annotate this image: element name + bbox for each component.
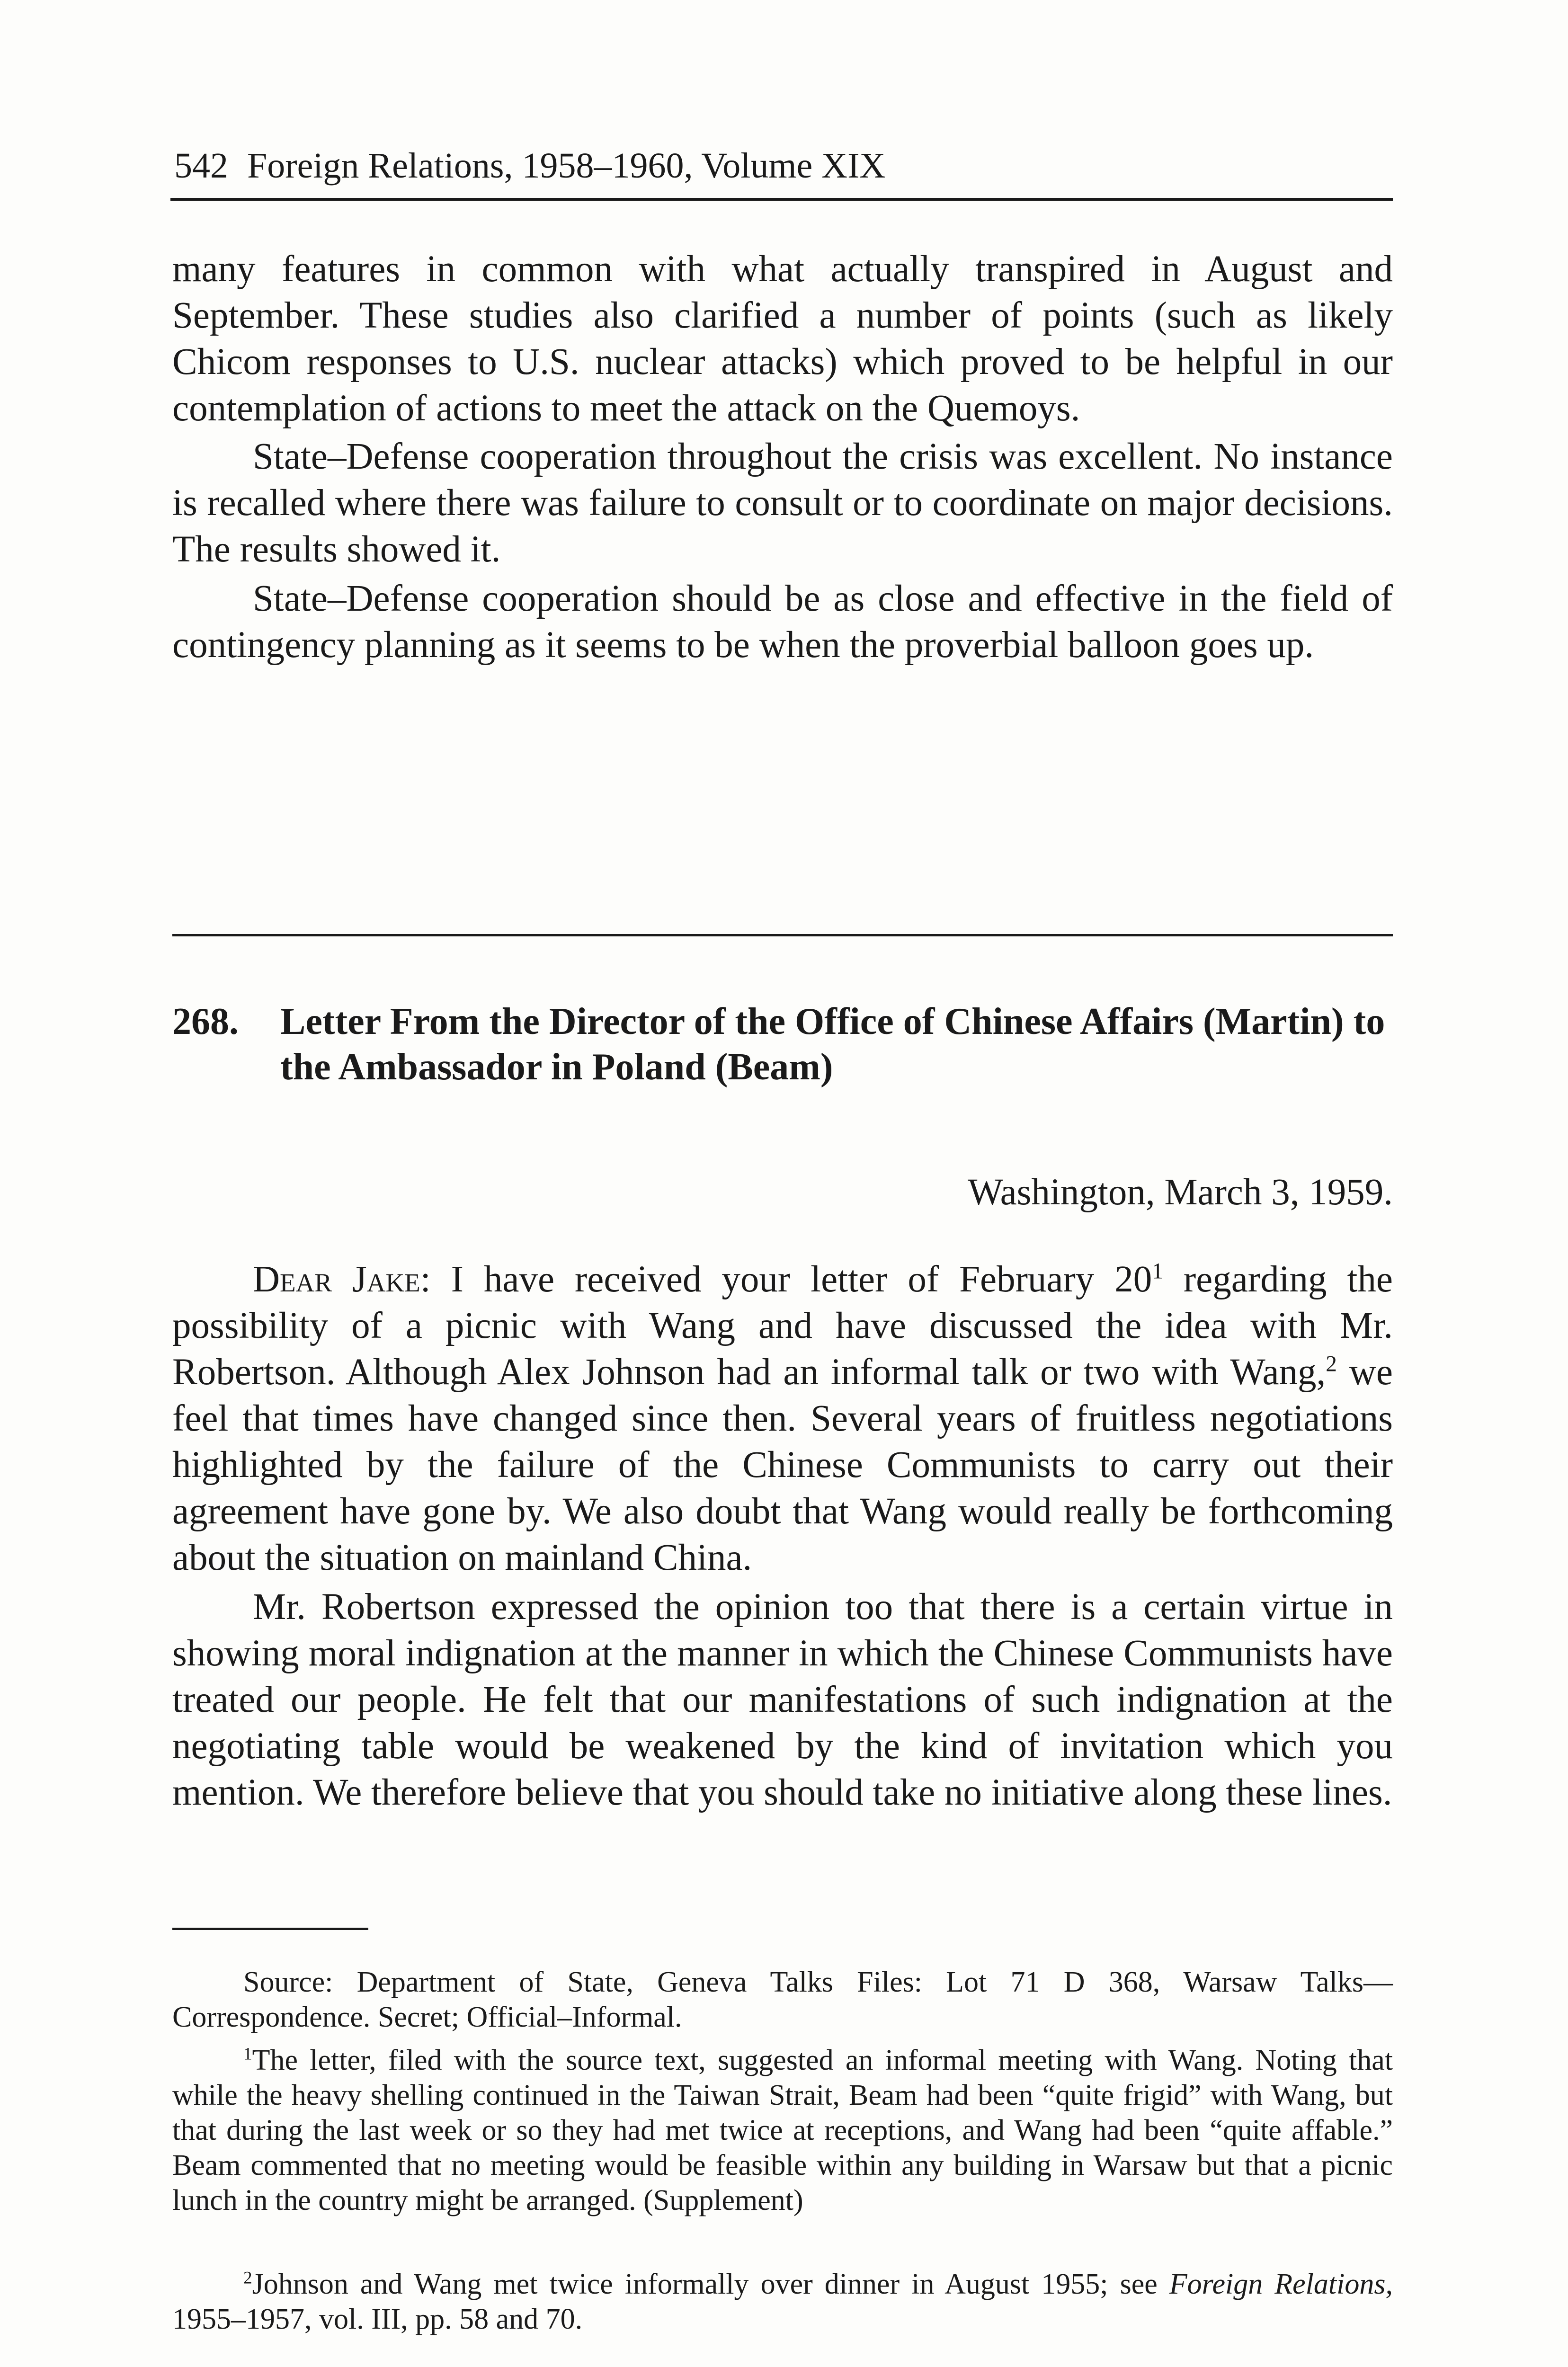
footnote-rule — [172, 1928, 368, 1930]
footnote-number: 1 — [243, 2044, 252, 2064]
salutation: Dear Jake: — [253, 1259, 431, 1300]
footnote-text: 1955–1957, vol. III, pp. 58 and 70. — [172, 2303, 583, 2335]
document-number: 268. — [172, 1001, 239, 1042]
dateline: Washington, March 3, 1959. — [968, 1172, 1393, 1213]
header-rule — [170, 198, 1393, 201]
paragraph-state-defense: State–Defense cooperation throughout the crisis was excellent. No instance is recalled where there was failure to consult or to coordinate on major decisions. The results showed it. — [172, 436, 1393, 570]
footnote-text: Johnson and Wang met twice informally over dinner in August 1955; see — [252, 2268, 1169, 2300]
footnote-1 — [172, 2043, 1393, 2218]
source-note: Source: Department of State, Geneva Talks Files: Lot 71 D 368, Warsaw Talks—Correspondence. Secret; Official–Informal. — [172, 1966, 1393, 2033]
letter-text: I have received your letter of February 20 — [451, 1259, 1152, 1300]
document-heading — [172, 999, 1393, 1090]
footnote-number: 2 — [243, 2268, 252, 2288]
footnote-ref: 1 — [1152, 1259, 1163, 1284]
continued-paragraph: many features in common with what actually transpired in August and September. These studies also clarified a number of points (such as likely Chicom responses to U.S. nuclear attacks) which proved to be helpful in our contemplation of actions to meet the attack on the Quemoys. — [172, 249, 1393, 429]
footnote-ref: 2 — [1326, 1352, 1337, 1377]
section-divider — [172, 934, 1393, 936]
document-title: Letter From the Director of the Office of Chinese Affairs (Martin) to the Ambassador in Poland (Beam) — [280, 1001, 1385, 1088]
letter-paragraph-2: Mr. Robertson expressed the opinion too that there is a certain virtue in showing moral indignation at the manner in which the Chinese Communists have treated our people. He felt that our manifestations of such indignation at the negotiating table would be weakened by the kind of invitation which you mention. We therefore believe that you should take no initiative along these lines. — [172, 1586, 1393, 1813]
footnote-citation-title: Foreign Relations, — [1169, 2268, 1393, 2300]
letter-text: regarding the possibility of a picnic with Wang and have discussed the idea with Mr. Robertson. Although Alex Johnson had an informal talk or two with Wang, — [172, 1259, 1393, 1393]
paragraph-contingency: State–Defense cooperation should be as close and effective in the field of contingency planning as it seems to be when the proverbial balloon goes up. — [172, 578, 1393, 666]
footnote-2 — [172, 2267, 1393, 2337]
footnote-text: The letter, filed with the source text, suggested an informal meeting with Wang. Noting that while the heavy shelling continued in the Taiwan Strait, Beam had been “quite frigid” with Wang, but that during the last week or so they had met twice at receptions, and Wang had been “quite affable.” Beam commented that no meeting would be feasible within any building in Warsaw but that a picnic lunch in the country might be arranged. (Supplement) — [172, 2044, 1393, 2216]
running-header — [174, 142, 1391, 189]
letter-text: we feel that times have changed since then. Several years of fruitless negotiations highlighted by the failure of the Chinese Communists to carry out their agreement have gone by. We also doubt that Wang would really be forthcoming about the situation on mainland China. — [172, 1352, 1393, 1578]
page-number: 542 — [174, 146, 228, 186]
letter-paragraph-1 — [172, 1256, 1393, 1581]
running-title: Foreign Relations, 1958–1960, Volume XIX — [247, 146, 886, 186]
